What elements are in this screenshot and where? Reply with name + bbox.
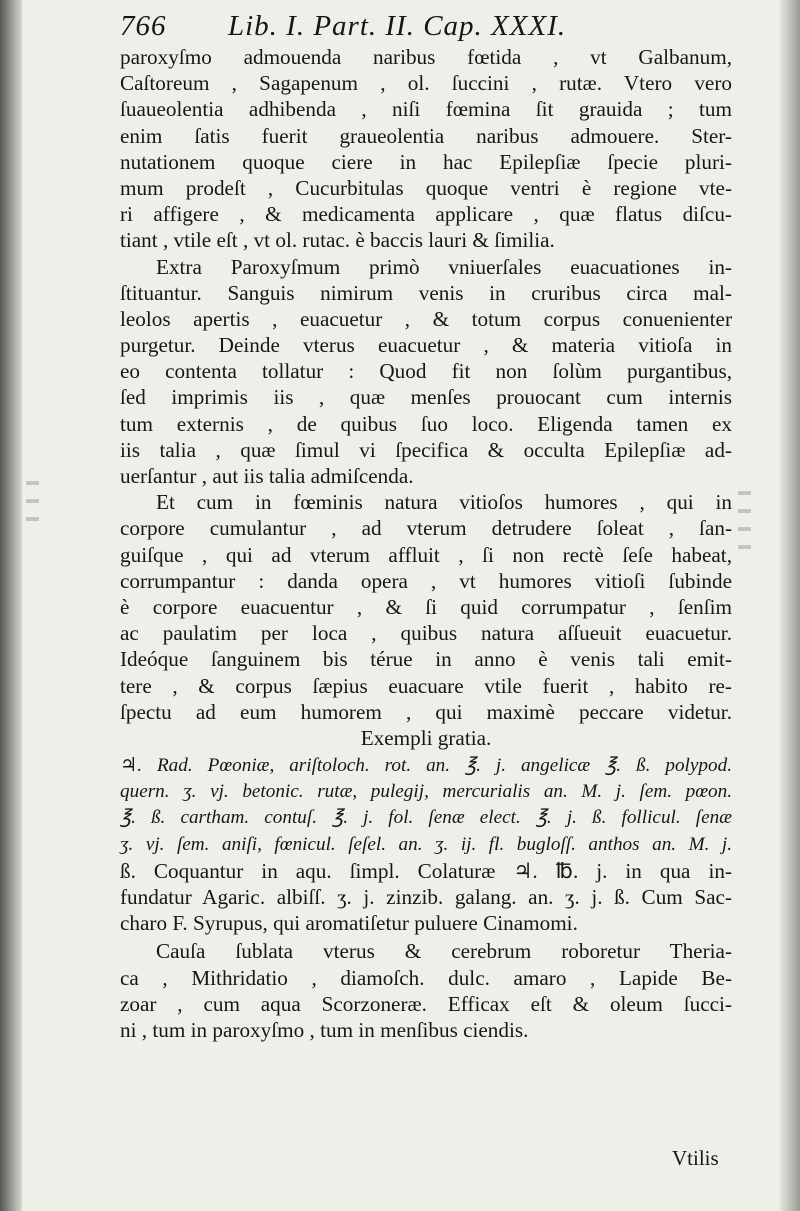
text-line: mum prodeſt , Cucurbitulas quoque ventri è regione vte- bbox=[120, 175, 732, 200]
text-line: Et cum in fœminis natura vitioſos humores , qui in bbox=[156, 490, 732, 515]
text-line: Ideóque ſanguinem bis térue in anno è venis tali emit- bbox=[120, 647, 732, 672]
text-line: uerſantur , aut iis talia admiſcenda. bbox=[120, 464, 414, 488]
text-line: enim ſatis fuerit graueolentia naribus admouere. Ster- bbox=[120, 123, 732, 148]
show-through-left: ▬ ▬ ▬ bbox=[26, 473, 39, 524]
text-line: tere , & corpus ſæpius euacuare vtile fuerit , habito re- bbox=[120, 673, 732, 698]
text-line: ſed imprimis iis , quæ menſes prouocant cum internis bbox=[120, 385, 732, 410]
show-through-right: ▬ ▬ ▬ ▬ bbox=[738, 483, 751, 552]
text-line: paroxyſmo admouenda naribus fœtida , vt Galbanum, bbox=[120, 45, 732, 69]
recipe-line: quern. ʒ. vj. betonic. rutæ, pulegij, mercurialis an. M. j. ſem. pœon. bbox=[120, 781, 732, 803]
text-line: Exempli gratia. bbox=[360, 725, 492, 750]
text-line: nutationem quoque ciere in hac Epilepſiæ ſpecie pluri- bbox=[120, 149, 732, 174]
closing-paragraph bbox=[120, 938, 732, 1043]
text-line: ri affigere , & medicamenta applicare , quæ flatus diſcu- bbox=[120, 202, 732, 227]
recipe-line: ʒ. vj. ſem. aniſi, fœnicul. ſeſel. an. ʒ. ij. fl. bugloſſ. anthos an. M. j. bbox=[120, 833, 732, 855]
text-line: purgetur. Deinde vterus euacuetur , & materia vitioſa in bbox=[120, 333, 732, 358]
closing-line: Cauſa ſublata vterus & cerebrum roboretur Theria- bbox=[156, 939, 732, 964]
text-line: corpore cumulantur , ad vterum detrudere ſoleat , ſan- bbox=[120, 516, 732, 541]
text-line: tum externis , de quibus ſuo loco. Eligenda tamen ex bbox=[120, 411, 732, 436]
recipe-line: ℥. ß. cartham. contuſ. ℥. j. fol. ſenæ elect. ℥. j. ß. follicul. ſenæ bbox=[120, 807, 732, 829]
recipe-line: ♃. Rad. Pœoniæ, ariſtoloch. rot. an. ℥. j. angelicæ ℥. ß. polypod. bbox=[120, 755, 732, 777]
text-line: ac paulatim per loca , quibus natura aſſueuit euacuetur. bbox=[120, 621, 732, 646]
recipe-line: charo F. Syrupus, qui aromatiſetur puluere Cinamomi. bbox=[120, 911, 578, 936]
text-line: Extra Paroxyſmum primò vniuerſales euacuationes in- bbox=[156, 254, 732, 279]
text-line: corrumpantur : danda opera , vt humores vitioſi ſubinde bbox=[120, 568, 732, 593]
text-line: Caſtoreum , Sagapenum , ol. ſuccini , rutæ. Vtero vero bbox=[120, 71, 732, 96]
binding-gutter bbox=[0, 0, 22, 1211]
body-text bbox=[120, 44, 732, 1043]
text-line: leolos apertis , euacuetur , & totum corpus conuenienter bbox=[120, 306, 732, 331]
recipe-line: ß. Coquantur in aqu. ſimpl. Colaturæ ♃. ℔. j. in qua in- bbox=[120, 858, 732, 883]
recipe-block bbox=[120, 753, 732, 936]
running-header bbox=[120, 10, 740, 46]
running-head-title: Lib. I. Part. II. Cap. XXXI. bbox=[228, 10, 567, 42]
closing-line: ni , tum in paroxyſmo , tum in menſibus ciendis. bbox=[120, 1017, 529, 1042]
text-line: guiſque , qui ad vterum affluit , ſi non rectè ſeſe habeat, bbox=[120, 542, 732, 567]
closing-line: zoar , cum aqua Scorzoneræ. Efficax eſt & oleum ſucci- bbox=[120, 991, 732, 1016]
text-line: ſuaueolentia adhibenda , niſi fœmina ſit grauida ; tum bbox=[120, 97, 732, 122]
recipe-line: fundatur Agaric. albiſſ. ʒ. j. zinzib. galang. an. ʒ. j. ß. Cum Sac- bbox=[120, 885, 732, 909]
text-line: ſtituantur. Sanguis nimirum venis in cruribus circa mal- bbox=[120, 280, 732, 305]
text-line: ſpectu ad eum humorem , qui maximè peccare videtur. bbox=[120, 699, 732, 724]
page-edge-shadow bbox=[780, 0, 800, 1211]
text-line: iis talia , quæ ſimul vi ſpecifica & occulta Epilepſiæ ad- bbox=[120, 437, 732, 462]
closing-line: ca , Mithridatio , diamoſch. dulc. amaro , Lapide Be- bbox=[120, 965, 732, 990]
text-line: è corpore euacuentur , & ſi quid corrumpatur , ſenſim bbox=[120, 594, 732, 619]
main-paragraphs bbox=[120, 44, 732, 751]
text-line: eo contenta tollatur : Quod fit non ſolùm purgantibus, bbox=[120, 359, 732, 384]
text-line: tiant , vtile eſt , vt ol. rutac. è baccis lauri & ſimilia. bbox=[120, 228, 555, 253]
page-number: 766 bbox=[120, 10, 167, 42]
catchword: Vtilis bbox=[672, 1146, 719, 1170]
